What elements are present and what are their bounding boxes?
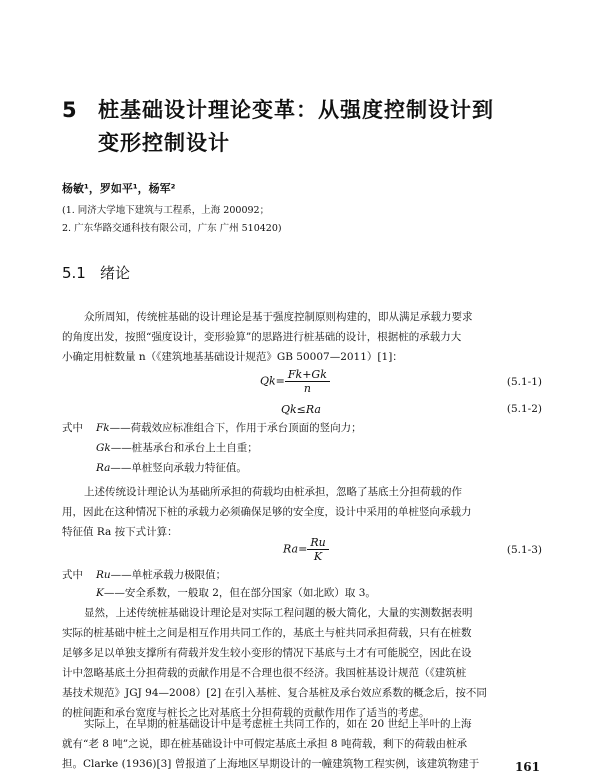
chapter-title-line1: 桩基础设计理论变革：从强度控制设计到	[98, 98, 494, 122]
definition-symbol: Fk	[96, 422, 110, 434]
definition-symbol: Ra	[96, 462, 111, 474]
definition-prefix: 式中	[62, 422, 83, 434]
definition-item	[62, 420, 362, 435]
denominator: K	[313, 550, 323, 563]
fraction	[307, 536, 328, 563]
definition-text: ——荷载效应标准组合下，作用于承台顶面的竖向力；	[109, 422, 362, 434]
numerator: Ru	[307, 536, 328, 550]
text-line: 上述传统设计理论认为基础所承担的荷载均由桩承担，忽略了基底土分担荷载的作	[84, 486, 462, 498]
text-line: 显然，上述传统桩基础设计理论是对实际工程问题的极大简化，大量的实测数据表明	[84, 607, 473, 619]
text-line: 实际上，在早期的桩基础设计中是考虑桩土共同工作的，如在 20 世纪上半叶的上海	[84, 718, 472, 730]
definition-item	[96, 585, 376, 600]
text-line: 足够多足以单独支撑所有荷载并发生较小变形的情况下基底与土才有可能脱空，因此在设	[62, 647, 472, 659]
definition-prefix: 式中	[62, 569, 83, 581]
text-line: 就有“老 8 吨”之说，即在桩基础设计中可假定基底土承担 8 吨荷载，剩下的荷载由桩承	[62, 738, 467, 750]
paragraph-4	[62, 714, 542, 774]
definition-symbol: K	[96, 587, 104, 599]
text-line: 众所周知，传统桩基础的设计理论是基于强度控制原则构建的，即从满足承载力要求	[84, 311, 473, 323]
text-line: 实际的桩基础中桩土之间是相互作用共同工作的，基底土与桩共同承担荷载，只有在桩数	[62, 627, 472, 639]
page-number: 161	[514, 760, 540, 774]
equation-1	[260, 368, 330, 395]
affiliation-1: (1. 同济大学地下建筑与工程系，上海 200092；	[62, 205, 270, 216]
text-line: 的桩间距和承台宽度与桩长之比对基底土分担荷载的贡献作用作了适当的考虑。	[62, 707, 430, 719]
text-line: 特征值 Ra 按下式计算：	[62, 526, 178, 538]
text-line: 用，因此在这种情况下桩的承载力必须确保足够的安全度，设计中采用的单桩竖向承载力	[62, 506, 472, 518]
paragraph-3	[62, 603, 542, 723]
paragraph-2	[62, 482, 542, 542]
equation-number-1: (5.1-1)	[506, 376, 542, 388]
definition-text: ——单桩承载力极限值；	[110, 569, 227, 581]
numerator: Fk+Gk	[285, 368, 330, 382]
fraction	[285, 368, 330, 395]
definition-text: ——桩基承台和承台上土自重；	[110, 442, 258, 454]
definition-item	[62, 567, 226, 582]
definition-item	[96, 440, 258, 455]
definition-text: ——单桩竖向承载力特征值。	[110, 462, 247, 474]
equation-number-3: (5.1-3)	[506, 544, 542, 556]
definition-symbol: Ru	[96, 569, 111, 581]
section-number: 5.1	[62, 264, 86, 282]
text-line: 基技术规范》JGJ 94—2008）[2] 在引入基桩、复合基桩及承台效应系数的概念后，按不同	[62, 687, 487, 699]
text-line: 计中忽略基底土分担荷载的贡献作用是不合理也很不经济。我国桩基设计规范（《建筑桩	[62, 667, 467, 679]
section-title: 绪论	[100, 264, 131, 282]
affiliation-2: 2. 广东华路交通科技有限公司，广东 广州 510420)	[62, 223, 282, 234]
equation-number-2: (5.1-2)	[506, 403, 542, 415]
text-line: 的角度出发，按照“强度设计，变形验算”的思路进行桩基础的设计，根据桩的承载力大	[62, 331, 462, 343]
equation-lhs: Qk=	[260, 374, 285, 388]
paragraph-1	[62, 307, 542, 367]
equation-2: Qk≤Ra	[281, 403, 321, 416]
authors: 杨敏¹，罗如平¹，杨军²	[62, 182, 176, 195]
text-line: 小确定用桩数量 n（《建筑地基基础设计规范》GB 50007—2011）[1]：	[62, 351, 403, 363]
denominator: n	[303, 382, 311, 395]
definition-text: ——安全系数，一般取 2，但在部分国家（如北欧）取 3。	[103, 587, 376, 599]
definition-symbol: Gk	[96, 442, 111, 454]
section-heading	[62, 262, 130, 283]
equation-3	[283, 536, 329, 563]
chapter-title	[62, 94, 494, 160]
text-line: 担。Clarke (1936)[3] 曾报道了上海地区早期设计的一幢建筑物工程实例，该建筑物建于	[62, 758, 480, 770]
chapter-number: 5	[62, 98, 78, 122]
chapter-title-line2: 变形控制设计	[98, 131, 230, 155]
definition-item	[96, 460, 247, 475]
equation-lhs: Ra=	[283, 542, 308, 556]
